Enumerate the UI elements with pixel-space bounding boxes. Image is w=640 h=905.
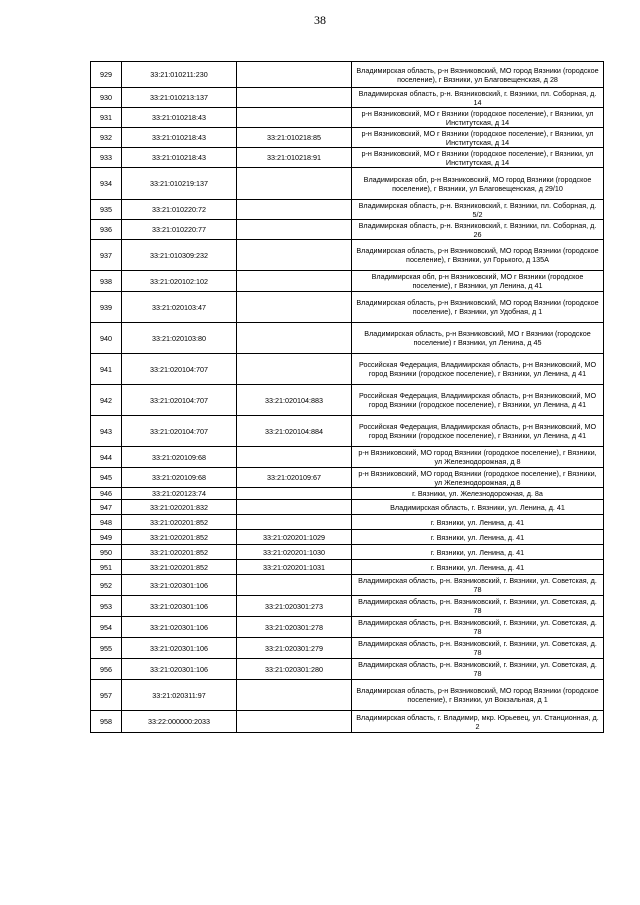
sub-cadastral-number [237,88,352,108]
row-number: 935 [91,200,122,220]
address: Владимирская область, р-н. Вязниковский, г. Вязники, пл. Соборная, д. 5/2 [352,200,604,220]
cadastral-number: 33:21:020104:707 [122,385,237,416]
row-number: 946 [91,488,122,500]
address: Владимирская обл, р-н Вязниковский, МО г Вязники (городское поселение), г Вязники, ул Ленина, д 41 [352,271,604,292]
address: Владимирская область, р-н Вязниковский, МО г Вязники (городское поселение) г Вязники, ул Ленина, д 45 [352,323,604,354]
address: Владимирская область, р-н Вязниковский, МО город Вязники (городское поселение), г Вязники, ул Благовещенская, д 28 [352,62,604,88]
row-number: 933 [91,148,122,168]
cadastral-number: 33:21:010218:43 [122,128,237,148]
row-number: 944 [91,447,122,468]
table-row [91,200,604,220]
row-number: 948 [91,515,122,530]
row-number: 936 [91,220,122,240]
cadastral-number: 33:21:020301:106 [122,659,237,680]
cadastral-number: 33:21:010220:72 [122,200,237,220]
row-number: 958 [91,711,122,733]
table-row [91,488,604,500]
sub-cadastral-number [237,62,352,88]
cadastral-number: 33:21:010220:77 [122,220,237,240]
sub-cadastral-number: 33:21:020301:278 [237,617,352,638]
table-row [91,148,604,168]
address: Владимирская область, р-н. Вязниковский, г. Вязники, пл. Соборная, д. 14 [352,88,604,108]
cadastral-number: 33:21:020102:102 [122,271,237,292]
cadastral-number: 33:21:020301:106 [122,617,237,638]
address: Российская Федерация, Владимирская область, р-н Вязниковский, МО город Вязники (городское поселение), г Вязники, ул Ленина, д 41 [352,416,604,447]
address: г. Вязники, ул. Ленина, д. 41 [352,530,604,545]
cadastral-number: 33:21:020201:852 [122,560,237,575]
cadastral-number: 33:21:020301:106 [122,575,237,596]
table-row [91,168,604,200]
table-row [91,416,604,447]
row-number: 932 [91,128,122,148]
row-number: 954 [91,617,122,638]
table-row [91,468,604,488]
cadastral-number: 33:21:020103:80 [122,323,237,354]
address: р-н Вязниковский, МО г Вязники (городское поселение), г Вязники, ул Институтская, д 14 [352,148,604,168]
sub-cadastral-number [237,240,352,271]
sub-cadastral-number [237,711,352,733]
table-row [91,575,604,596]
cadastral-number: 33:21:020311:97 [122,680,237,711]
row-number: 930 [91,88,122,108]
address: Владимирская область, г. Владимир, мкр. Юрьевец, ул. Станционная, д. 2 [352,711,604,733]
sub-cadastral-number: 33:21:020301:279 [237,638,352,659]
property-registry-table [90,61,604,733]
sub-cadastral-number [237,575,352,596]
row-number: 943 [91,416,122,447]
table-row [91,500,604,515]
row-number: 956 [91,659,122,680]
table-row [91,108,604,128]
sub-cadastral-number: 33:21:020301:280 [237,659,352,680]
table-row [91,292,604,323]
registry-table-body [91,62,604,733]
sub-cadastral-number [237,168,352,200]
cadastral-number: 33:21:020109:68 [122,447,237,468]
sub-cadastral-number [237,323,352,354]
address: р-н Вязниковский, МО г Вязники (городское поселение), г Вязники, ул Институтская, д 14 [352,128,604,148]
cadastral-number: 33:21:010218:43 [122,148,237,168]
table-row [91,385,604,416]
sub-cadastral-number [237,292,352,323]
address: Владимирская область, р-н. Вязниковский, г. Вязники, ул. Советская, д. 78 [352,596,604,617]
address: г. Вязники, ул. Ленина, д. 41 [352,560,604,575]
cadastral-number: 33:21:020103:47 [122,292,237,323]
row-number: 947 [91,500,122,515]
sub-cadastral-number [237,354,352,385]
sub-cadastral-number [237,271,352,292]
table-row [91,62,604,88]
row-number: 931 [91,108,122,128]
sub-cadastral-number: 33:21:020201:1030 [237,545,352,560]
sub-cadastral-number: 33:21:020201:1029 [237,530,352,545]
cadastral-number: 33:21:020109:68 [122,468,237,488]
address: г. Вязники, ул. Железнодорожная, д. 8а [352,488,604,500]
cadastral-number: 33:21:010309:232 [122,240,237,271]
address: Российская Федерация, Владимирская область, р-н Вязниковский, МО город Вязники (городское поселение), г Вязники, ул Ленина, д 41 [352,354,604,385]
address: Российская Федерация, Владимирская область, р-н Вязниковский, МО город Вязники (городское поселение), г Вязники, ул Ленина, д 41 [352,385,604,416]
table-row [91,354,604,385]
address: Владимирская область, г. Вязники, ул. Ленина, д. 41 [352,500,604,515]
cadastral-number: 33:21:020123:74 [122,488,237,500]
row-number: 955 [91,638,122,659]
table-row [91,560,604,575]
cadastral-number: 33:21:020104:707 [122,354,237,385]
address: р-н Вязниковский, МО город Вязники (городское поселение), г Вязники, ул Железнодорожная, д 8 [352,447,604,468]
table-row [91,659,604,680]
row-number: 949 [91,530,122,545]
sub-cadastral-number [237,500,352,515]
table-row [91,128,604,148]
table-row [91,545,604,560]
row-number: 952 [91,575,122,596]
sub-cadastral-number: 33:21:020301:273 [237,596,352,617]
cadastral-number: 33:21:020104:707 [122,416,237,447]
address: Владимирская область, р-н Вязниковский, МО город Вязники (городское поселение), г Вязники, ул Удобная, д 1 [352,292,604,323]
sub-cadastral-number: 33:21:020201:1031 [237,560,352,575]
sub-cadastral-number [237,515,352,530]
address: г. Вязники, ул. Ленина, д. 41 [352,545,604,560]
cadastral-number: 33:22:000000:2033 [122,711,237,733]
address: г. Вязники, ул. Ленина, д. 41 [352,515,604,530]
sub-cadastral-number: 33:21:020109:67 [237,468,352,488]
cadastral-number: 33:21:020201:852 [122,515,237,530]
table-row [91,711,604,733]
address: Владимирская область, р-н. Вязниковский, г. Вязники, пл. Соборная, д. 26 [352,220,604,240]
sub-cadastral-number [237,108,352,128]
cadastral-number: 33:21:020201:852 [122,530,237,545]
table-row [91,638,604,659]
row-number: 945 [91,468,122,488]
table-row [91,220,604,240]
table-row [91,447,604,468]
table-row [91,323,604,354]
sub-cadastral-number [237,200,352,220]
address: Владимирская область, р-н Вязниковский, МО город Вязники (городское поселение), г Вязники, ул Вокзальная, д 1 [352,680,604,711]
row-number: 950 [91,545,122,560]
sub-cadastral-number: 33:21:020104:884 [237,416,352,447]
address: Владимирская область, р-н. Вязниковский, г. Вязники, ул. Советская, д. 78 [352,638,604,659]
address: Владимирская область, р-н. Вязниковский, г. Вязники, ул. Советская, д. 78 [352,575,604,596]
row-number: 951 [91,560,122,575]
address: Владимирская область, р-н. Вязниковский, г. Вязники, ул. Советская, д. 78 [352,659,604,680]
row-number: 940 [91,323,122,354]
cadastral-number: 33:21:020201:852 [122,545,237,560]
cadastral-number: 33:21:020301:106 [122,596,237,617]
address: р-н Вязниковский, МО город Вязники (городское поселение), г Вязники, ул Железнодорожная, д 8 [352,468,604,488]
row-number: 937 [91,240,122,271]
table-row [91,680,604,711]
cadastral-number: 33:21:020301:106 [122,638,237,659]
address: Владимирская область, р-н. Вязниковский, г. Вязники, ул. Советская, д. 78 [352,617,604,638]
table-row [91,88,604,108]
sub-cadastral-number: 33:21:010218:91 [237,148,352,168]
row-number: 942 [91,385,122,416]
sub-cadastral-number [237,447,352,468]
row-number: 938 [91,271,122,292]
cadastral-number: 33:21:010213:137 [122,88,237,108]
sub-cadastral-number [237,680,352,711]
row-number: 953 [91,596,122,617]
cadastral-number: 33:21:020201:832 [122,500,237,515]
table-row [91,271,604,292]
address: Владимирская область, р-н Вязниковский, МО город Вязники (городское поселение), г Вязники, ул Горького, д 135А [352,240,604,271]
row-number: 934 [91,168,122,200]
table-row [91,530,604,545]
cadastral-number: 33:21:010218:43 [122,108,237,128]
cadastral-number: 33:21:010219:137 [122,168,237,200]
row-number: 939 [91,292,122,323]
row-number: 929 [91,62,122,88]
row-number: 941 [91,354,122,385]
page-number: 38 [314,13,326,27]
row-number: 957 [91,680,122,711]
sub-cadastral-number [237,220,352,240]
address: р-н Вязниковский, МО г Вязники (городское поселение), г Вязники, ул Институтская, д 14 [352,108,604,128]
cadastral-number: 33:21:010211:230 [122,62,237,88]
sub-cadastral-number: 33:21:020104:883 [237,385,352,416]
address: Владимирская обл, р-н Вязниковский, МО город Вязники (городское поселение), г Вязники, ул Благовещенская, д 29/10 [352,168,604,200]
table-row [91,240,604,271]
table-row [91,617,604,638]
sub-cadastral-number [237,488,352,500]
table-row [91,596,604,617]
sub-cadastral-number: 33:21:010218:85 [237,128,352,148]
table-row [91,515,604,530]
